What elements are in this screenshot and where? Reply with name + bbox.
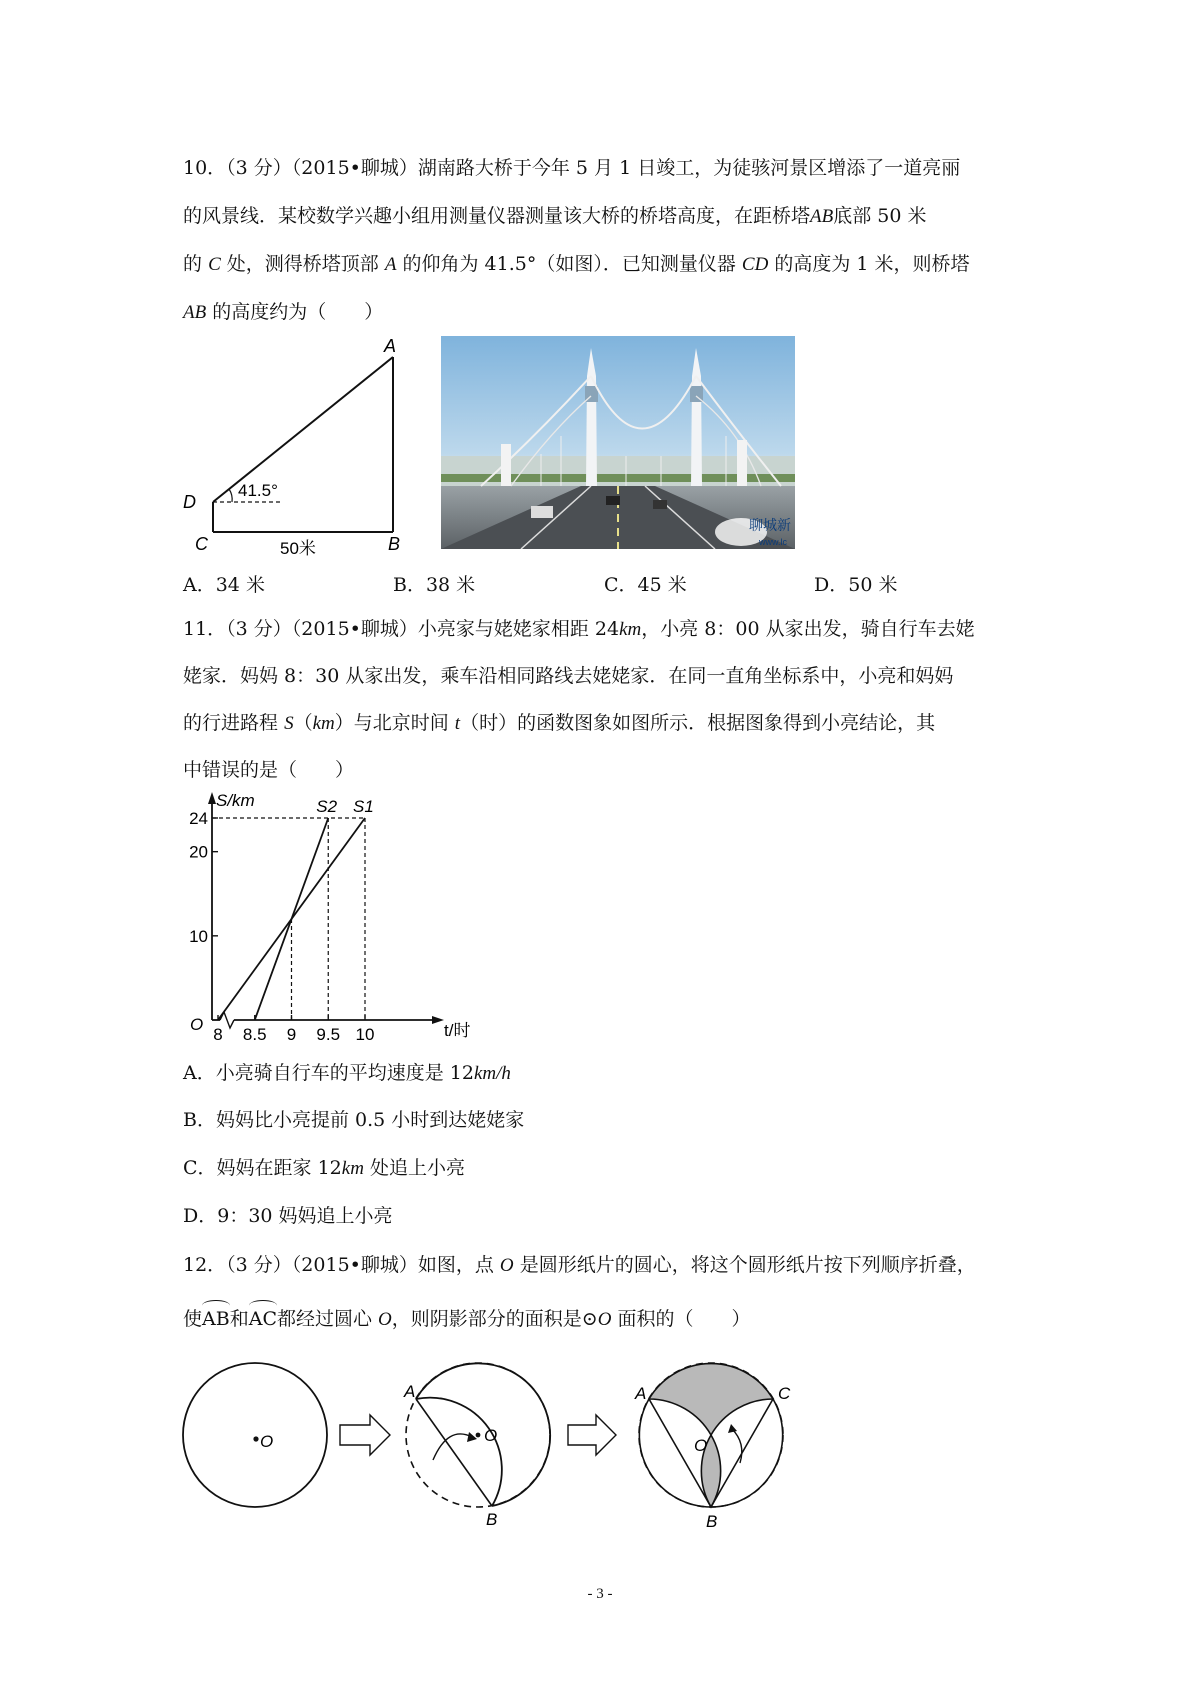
- x-tick-label-9.5: 9.5: [316, 1025, 341, 1044]
- fig3-label-A: A: [635, 1384, 647, 1403]
- bridge-photo: [441, 336, 795, 549]
- q10-label-B: B: [388, 534, 401, 554]
- q10-triangle-figure: [180, 332, 410, 557]
- q11-option-c: C．妈妈在距家 12km 处追上小亮: [183, 1157, 465, 1179]
- x-tick-label-10: 10: [355, 1025, 375, 1044]
- q10-option-c: C．45 米: [604, 574, 687, 596]
- distance-time-chart: [180, 790, 480, 1050]
- q11-option-a: A．小亮骑自行车的平均速度是 12km/h: [183, 1062, 511, 1084]
- q10-angle-label: 41.5°: [238, 481, 278, 500]
- x-tick-label-9: 9: [286, 1025, 297, 1044]
- y-tick-label-10: 10: [189, 926, 208, 946]
- q10-label-D: D: [183, 492, 196, 512]
- q10-option-b: B．38 米: [393, 574, 476, 596]
- q10-distance-label: 50米: [280, 539, 316, 558]
- x-tick-label-8: 8: [213, 1025, 223, 1044]
- series-label-S1: S1: [353, 797, 374, 816]
- q10-line-4: AB 的高度约为（ ）: [183, 301, 384, 323]
- q11-line-4: 中错误的是（ ）: [183, 759, 355, 781]
- q12-line-1: 12．（3 分）（2015•聊城）如图，点 O 是圆形纸片的圆心，将这个圆形纸片按下列顺序折叠，: [183, 1254, 976, 1276]
- fold-arrow-1: [340, 1415, 390, 1455]
- fig2-label-A: A: [404, 1382, 416, 1401]
- fig2-label-O: O: [484, 1426, 498, 1445]
- q11-option-b: B．妈妈比小亮提前 0.5 小时到达姥姥家: [183, 1109, 525, 1131]
- fold-arrow-2: [568, 1415, 616, 1455]
- q10-line-2: 的风景线．某校数学兴趣小组用测量仪器测量该大桥的桥塔高度，在距桥塔AB底部 50 米: [183, 205, 927, 227]
- q10-label-A: A: [384, 336, 397, 356]
- q11-line-2: 姥家．妈妈 8：30 从家出发，乘车沿相同路线去姥姥家．在同一直角坐标系中，小亮和妈妈: [183, 665, 954, 687]
- watermark-logo: 聊城新: [749, 517, 791, 533]
- q11-line-1: 11．（3 分）（2015•聊城）小亮家与姥姥家相距 24km，小亮 8：00 从家出发，骑自行车去姥: [183, 618, 975, 640]
- fig3-label-C: C: [778, 1384, 791, 1403]
- q11-line-3: 的行进路程 S（km）与北京时间 t（时）的函数图象如图所示．根据图象得到小亮结论，其: [183, 712, 936, 734]
- fig3-label-O: O: [694, 1436, 708, 1455]
- folding-figure: [180, 1355, 1020, 1535]
- x-axis-arrow: [432, 1016, 444, 1024]
- origin-label: O: [190, 1015, 204, 1034]
- q10-label-C: C: [195, 534, 208, 554]
- y-axis-arrow: [208, 792, 216, 804]
- fig1-label-O: O: [260, 1432, 274, 1451]
- x-tick-label-8.5: 8.5: [242, 1025, 267, 1044]
- q10-option-a: A．34 米: [183, 574, 265, 596]
- arc-ab: AB: [202, 1308, 230, 1330]
- q11-option-d: D．9：30 妈妈追上小亮: [183, 1205, 393, 1227]
- page-number: - 3 -: [587, 1586, 613, 1602]
- arc-ac: AC: [248, 1308, 277, 1330]
- q10-option-d: D．50 米: [814, 574, 898, 596]
- y-tick-label-20: 20: [189, 842, 208, 862]
- y-axis-label: S/km: [216, 791, 255, 810]
- q10-line-1: 10．（3 分）（2015•聊城）湖南路大桥于今年 5 月 1 日竣工，为徒骇河景区增添了一道亮丽: [183, 157, 961, 179]
- y-tick-label-24: 24: [189, 809, 208, 828]
- q10-line-3: 的 C 处，测得桥塔顶部 A 的仰角为 41.5°（如图）．已知测量仪器 CD 的高度为 1 米，则桥塔: [183, 253, 970, 275]
- q12-line-2: 使AB和AC都经过圆心 O，则阴影部分的面积是⊙O 面积的（ ）: [183, 1308, 751, 1330]
- watermark-url: www.lc: [758, 537, 787, 547]
- x-axis-label: t/时: [444, 1021, 471, 1040]
- series-label-S2: S2: [316, 797, 338, 816]
- fig2-label-B: B: [486, 1510, 498, 1529]
- fig3-label-B: B: [706, 1512, 718, 1531]
